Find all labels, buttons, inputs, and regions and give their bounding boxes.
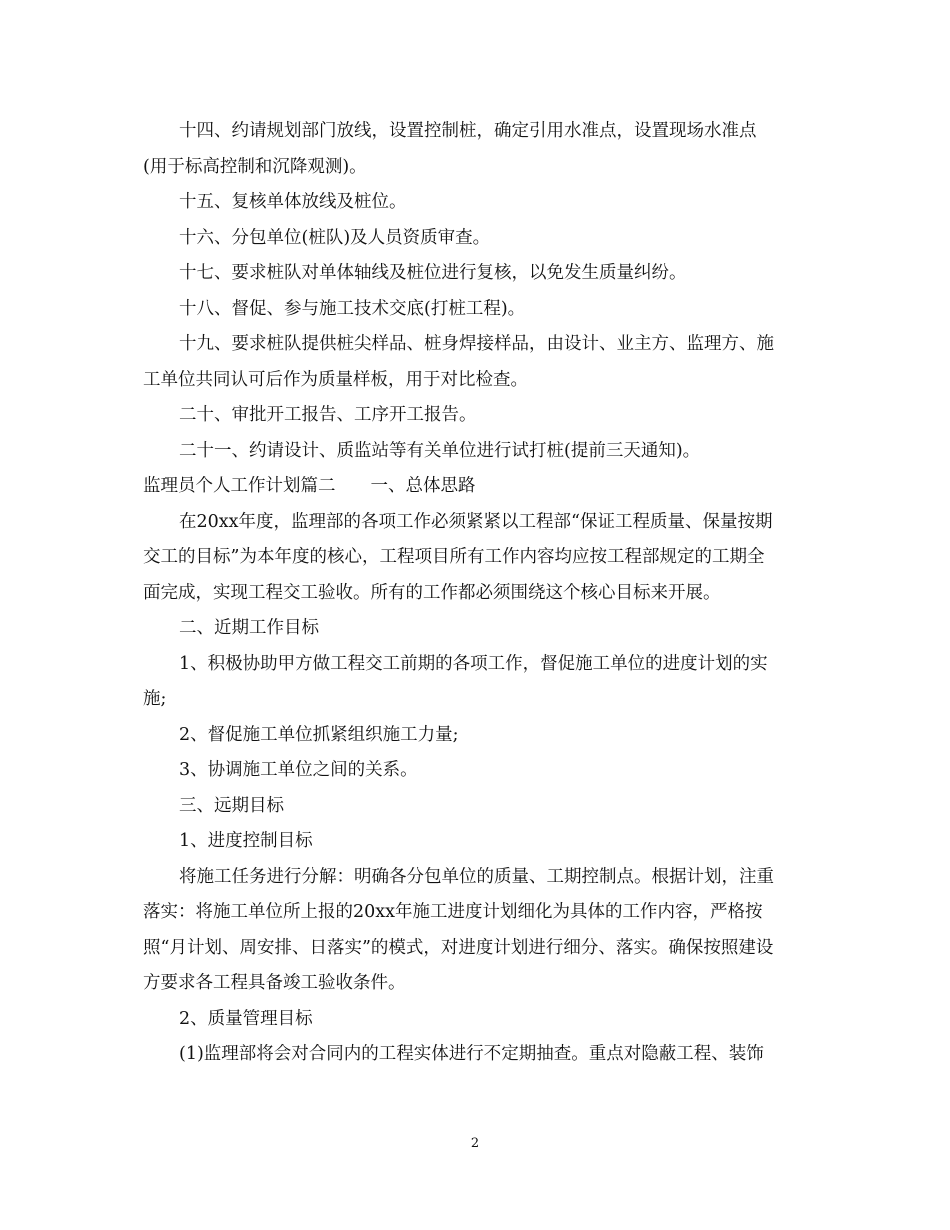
- document-body: [143, 114, 813, 1073]
- text-line: 1、积极协助甲方做工程交工前期的各项工作，督促施工单位的进度计划的实: [179, 653, 768, 674]
- text-line: 十七、要求桩队对单体轴线及桩位进行复核，以免发生质量纠纷。: [179, 263, 687, 283]
- text-line: 工单位共同认可后作为质量样板，用于对比检查。: [143, 369, 528, 390]
- text-line: 3、协调施工单位之间的关系。: [179, 760, 418, 780]
- text-line: 监理员个人工作计划篇二 一、总体思路: [143, 476, 476, 496]
- text-line: (1)监理部将会对合同内的工程实体进行不定期抽查。重点对隐蔽工程、装饰: [179, 1044, 764, 1064]
- text-line: 面完成，实现工程交工验收。所有的工作都必须围绕这个核心目标来开展。: [143, 582, 721, 603]
- text-line: 二十一、约请设计、质监站等有关单位进行试打桩(提前三天通知)。: [179, 440, 701, 461]
- text-line: 十五、复核单体放线及桩位。: [179, 192, 407, 212]
- text-line: 2、质量管理目标: [179, 1008, 313, 1029]
- text-line: (用于标高控制和沉降观测)。: [143, 156, 367, 177]
- text-line: 1、进度控制目标: [179, 831, 313, 851]
- text-line: 十六、分包单位(桩队)及人员资质审查。: [179, 227, 491, 248]
- text-line: 十八、督促、参与施工技术交底(打桩工程)。: [179, 298, 526, 319]
- text-line: 二、近期工作目标: [179, 618, 319, 638]
- text-line: 施;: [143, 689, 167, 709]
- text-line: 方要求各工程具备竣工验收条件。: [143, 973, 406, 993]
- text-line: 三、远期目标: [179, 795, 284, 816]
- text-line: 十九、要求桩队提供桩尖样品、桩身焊接样品，由设计、业主方、监理方、施: [179, 334, 774, 354]
- text-line: 落实：将施工单位所上报的20xx年施工进度计划细化为具体的工作内容，严格按: [143, 902, 763, 922]
- text-line: 2、督促施工单位抓紧组织施工力量;: [179, 724, 459, 745]
- text-line: 交工的目标”为本年度的核心，工程项目所有工作内容均应按工程部规定的工期全: [143, 547, 765, 567]
- text-line: 十四、约请规划部门放线，设置控制桩，确定引用水准点，设置现场水准点: [179, 121, 757, 141]
- text-line: 照“月计划、周安排、日落实”的模式，对进度计划进行细分、落实。确保按照建设: [143, 937, 774, 958]
- text-line: 二十、审批开工报告、工序开工报告。: [179, 405, 477, 425]
- page-number: 2: [470, 1136, 480, 1151]
- text-line: 在20xx年度，监理部的各项工作必须紧紧以工程部“保证工程质量、保量按期: [179, 511, 773, 532]
- text-line: 将施工任务进行分解：明确各分包单位的质量、工期控制点。根据计划，注重: [179, 866, 774, 887]
